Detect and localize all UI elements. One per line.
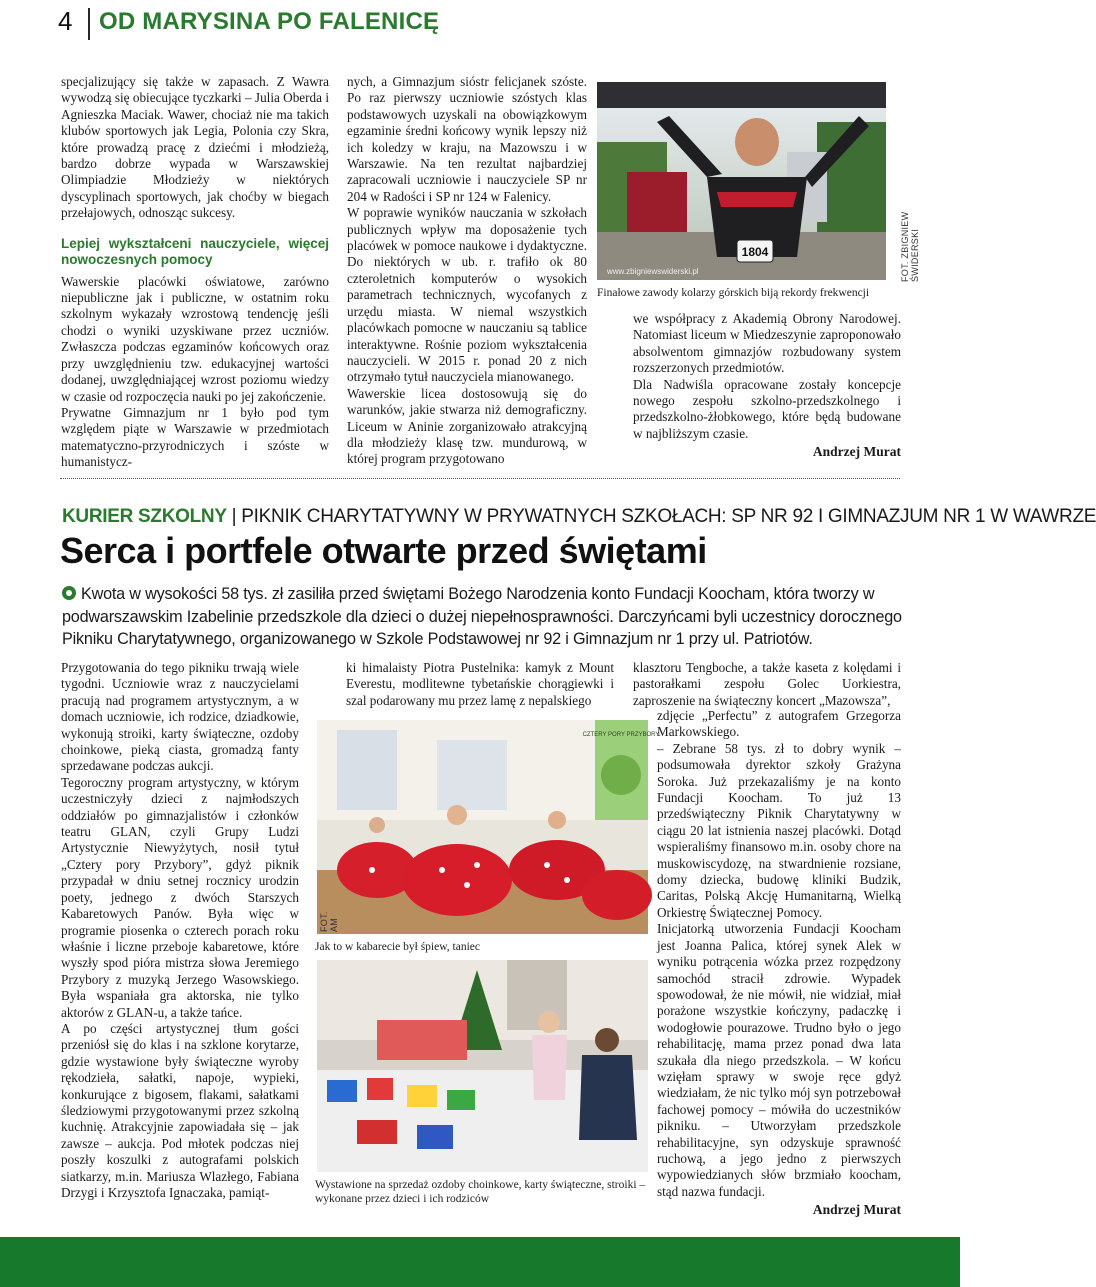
article2-headline: Serca i portfele otwarte przed świętami bbox=[60, 530, 707, 571]
article2-column-3 bbox=[657, 708, 901, 1219]
article2-column-2-top: ki himalaisty Piotra Pustelnika: kamyk z Mount Everestu, modlitewne tybetańskie chorągiewki i szal podarowany mu przez lamę z nepalskiego bbox=[346, 660, 614, 708]
article1-col2-paragraph-2: W poprawie wyników nauczania w szkołach publicznych wpływ ma doposażenie tych placówek w pomoce naukowe i dydaktyczne. Do niektórych w ub. r. trafiło ok 80 czteroletnich komputerów o wysokich parametrach technicznych, wycofanych z urzędu miasta. W niemal wszystkich placówkach pomocne w nauczaniu są tablice interaktywne. Rośnie poziom wykształcenia nauczycieli. W 2015 r. ponad 20 z nich otrzymało tytuł nauczyciela mianowanego. bbox=[347, 205, 587, 385]
page-number: 4 bbox=[58, 6, 73, 36]
article1-col3-paragraph-1: we współpracy z Akademią Obrony Narodowej. Natomiast liceum w Miedzeszynie zaproponowało absolwentom gimnazjów rozbudowany system rozszerzonych przedmiotów. bbox=[633, 311, 901, 376]
crafts-photo bbox=[317, 960, 648, 1172]
cyclist-photo-caption: Finałowe zawody kolarzy górskich biją rekordy frekwencji bbox=[597, 287, 870, 299]
cyclist-photo-image bbox=[597, 82, 886, 280]
article1-col1-paragraph-2: Wawerskie placówki oświatowe, zarówno niepubliczne jak i publiczne, w ostatnim roku szkolnym wykazały wzrostową tendencję jeśli chodzi o wyniki uzyskiwane przez uczniów. Zwłaszcza podczas egzaminów końcowych oraz przy uwzględnieniu tzw. edukacyjnej wartości dodanej, uwzględniającej wzrost poziomu wiedzy w czasie od rozpoczęcia nauki po jej zakończenie. bbox=[61, 273, 329, 404]
article1-col3-paragraph-2: Dla Nadwiśla opracowane zostały koncepcje nowego zespołu szkolno-przedszkolnego i przedszkolno-żłobkowego, które będą budowane w najbliższym czasie. bbox=[633, 376, 901, 441]
green-ring-bullet-icon bbox=[62, 586, 76, 600]
article1-col1-paragraph-3: Prywatne Gimnazjum nr 1 było pod tym względem piąte w Warszawie w przedmiotach matematyczno-przyrodniczych i szóste w humanistycz- bbox=[61, 404, 329, 470]
footer-band bbox=[0, 1237, 960, 1287]
article2-column-3-top: klasztoru Tengboche, a także kaseta z kolędami i pastorałkami zespołu Golec Uorkiestra, zaproszenie na świąteczny koncert „Mazowsza”, bbox=[633, 660, 901, 708]
article1-col1-intro: specjalizujący się także w zapasach. Z Wawra wywodzą się obiecujące tyczkarki – Julia Oberda i Agnieszka Maciak. Wawer, chociaż nie ma takich klubów sportowych jak Legia, Polonia czy Skra, które prowadzą pracę z dziećmi i młodzieżą, bardzo dobrze wypada w Warszawskiej Olimpiadzie Młodzieży w niektórych dyscyplinach sportowych, jak choćby w biegach przełajowych, odnosząc sukcesy. bbox=[61, 74, 329, 221]
article2-lead-text: Kwota w wysokości 58 tys. zł zasiliła przed świętami Bożego Narodzenia konto Fundacji Koocham, która tworzy w podwarszawskim Izabelinie przedszkole dla dzieci o dużej niepełnosprawności. Darczyńcami byli uczestnicy dorocznego Pikniku Charytatywnego, organizowanego w Szkole Podstawowej nr 92 i Gimnazjum nr 1 przy ul. Patriotów. bbox=[62, 585, 902, 649]
article-separator bbox=[60, 478, 900, 479]
photo-watermark: www.zbigniewswiderski.pl bbox=[607, 267, 699, 276]
article2-col1-paragraph-2: Tegoroczny program artystyczny, w którym uczestniczyły dzieci z najmłodszych oddziałów po gimnazjalistów i członków teatru GLAN, czyli Grupy Ludzi Artystycznie Niewyżytych, nosił tytuł „Cztery pory Przybory”, gdyż piknik przypadał w dniu setnej rocznicy urodzin poety, jednego z dwóch Starszych Kabaretowych Panów. Była więc w programie piosenka o czterech porach roku właśnie i liczne przeboje kabaretowe, które wyszły spod pióra mistrza słowa Jeremiego Przybory z muzyką Jerzego Wasowskiego. Była wspaniała gra aktorska, nie tylko aktorów z GLAN-u, a także tańce. bbox=[61, 774, 299, 1020]
dance-photo-caption: Jak to w kabarecie był śpiew, taniec bbox=[315, 941, 480, 953]
article2-author: Andrzej Murat bbox=[812, 1202, 901, 1218]
article1-column-2 bbox=[347, 74, 587, 468]
article2-col3-paragraph-3: Inicjatorką utworzenia Fundacji Koocham jest Joanna Palica, której synek Alek w wyniku potrącenia wózka przez rozpędzony samochód stracił zdrowie. Wypadek spowodował, że nie mówił, nie widział, miał porażone wszystkie kończyny, padaczkę i wodogłowie pourazowe. Trudno było o jego rehabilitację, mama przez ponad dwa lata szukała dla niego przedszkola. – W końcu wzięłam sprawy w swoje ręce gdyż wiedziałam, że nic tylko mój syn potrzebował fachowej pomocy – mówiła do uczestników pikniku. – Utworzyłam przedszkole rehabilitacyjne, syn odzyskuje sprawność ruchową, a jego jedno z pierwszych wypowiedzianych słów brzmiało koocham, stąd nazwa fundacji. bbox=[657, 921, 901, 1199]
section-title: OD MARYSINA PO FALENICĘ bbox=[99, 8, 440, 35]
dance-photo bbox=[317, 720, 660, 934]
dance-photo-sign: CZTERY PORY PRZYBORY bbox=[582, 732, 660, 738]
article1-column-1 bbox=[61, 74, 329, 471]
article1-column-3 bbox=[633, 311, 901, 461]
article1-subhead: Lepiej wykształceni nauczyciele, więcej nowoczesnych pomocy bbox=[61, 235, 329, 267]
article2-col3-paragraph-1: zdjęcie „Perfectu” z autografem Grzegorza Markowskiego. bbox=[657, 708, 901, 740]
cyclist-photo bbox=[597, 82, 886, 280]
kicker-label: KURIER SZKOLNY bbox=[62, 506, 227, 527]
article2-col1-paragraph-3: A po części artystycznej tłum gości przeniósł się do klas i na szklone korytarze, gdzie wystawione były świąteczne wyroby rękodzieła, sałatki, napoje, wypieki, konkurujące z bigosem, flakami, sałatkami śledziowymi przygotowanymi przez szkolną kuchnię. Atrakcyjnie zapowiadała się – jak zawsze – aukcja. Pod młotek podczas niej poszły koszulki z autografami polskich siatkarzy, m.in. Mariusza Wlazłego, Fabiana Drzygi i Krzysztofa Ignaczaka, pamiąt- bbox=[61, 1020, 299, 1200]
crafts-photo-caption: Wystawione na sprzedaż ozdoby choinkowe, karty świąteczne, stroiki – wykonane przez dzieci i ich rodziców bbox=[315, 1179, 646, 1205]
article2-col1-paragraph-1: Przygotowania do tego pikniku trwają wiele tygodni. Uczniowie wraz z nauczycielami pracują nad programem artystycznym, a w domach uczniowie, ich rodzice, dziadkowie, wykonują stroiki, karty świąteczne, ozdoby choinkowe, pieką ciasta, gromadzą fanty sprzedawane podczas aukcji. bbox=[61, 660, 299, 774]
article2-lead bbox=[62, 583, 908, 651]
kicker-text: PIKNIK CHARYTATYWNY W PRYWATNYCH SZKOŁACH: SP NR 92 I GIMNAZJUM NR 1 W WAWRZE bbox=[241, 506, 1096, 527]
article1-col2-paragraph-1: nych, a Gimnazjum sióstr felicjanek szóste. Po raz pierwszy uczniowie szóstych klas podstawowych uzyskali na obowiązkowym egzaminie średni końcowy wynik lepszy niż ich koledzy w kraju, na Mazowszu i w Warszawie. Na ten rezultat najbardziej zapracowali uczniowie i nauczyciele SP nr 204 w Radości i SP nr 124 w Falenicy. bbox=[347, 74, 587, 204]
article1-author: Andrzej Murat bbox=[812, 444, 901, 460]
dance-photo-image bbox=[317, 720, 660, 934]
bib-number: 1804 bbox=[741, 245, 769, 259]
header-divider bbox=[88, 8, 90, 40]
article2-kicker: KURIER SZKOLNY | PIKNIK CHARYTATYWNY W PRYWATNYCH SZKOŁACH: SP NR 92 I GIMNAZJUM NR 1 W WAWRZE bbox=[62, 506, 1096, 527]
crafts-photo-image bbox=[317, 960, 648, 1172]
article2-column-1 bbox=[61, 660, 299, 1201]
cyclist-photo-credit: FOT. ZBIGNIEW ŚWIDERSKI bbox=[900, 211, 920, 282]
dance-photo-credit: FOT. AM bbox=[319, 911, 339, 932]
article1-col2-paragraph-3: Wawerskie licea dostosowują się do warunków, jakie stwarza niż demograficzny. Liceum w Aninie zorganizowało atrakcyjną dla młodzieży klasę tzw. mundurową, w której program przygotowano bbox=[347, 385, 587, 467]
article2-col3-paragraph-2: – Zebrane 58 tys. zł to dobry wynik – podsumowała dyrektor szkoły Grażyna Soroka. Już przekazaliśmy je na konto Fundacji Koocham. To już 13 przedświąteczny Piknik Charytatywny w ciągu 20 lat istnienia naszej placówki. Dotąd wspieraliśmy finansowo m.in. osoby chore na muskowiscydozę, na stwardnienie rozsiane, domy dziecka, budowę kliniki Budzik, Caritas, Polską Akcję Humanitarną, Wielką Orkiestrę Świątecznej Pomocy. bbox=[657, 740, 901, 920]
